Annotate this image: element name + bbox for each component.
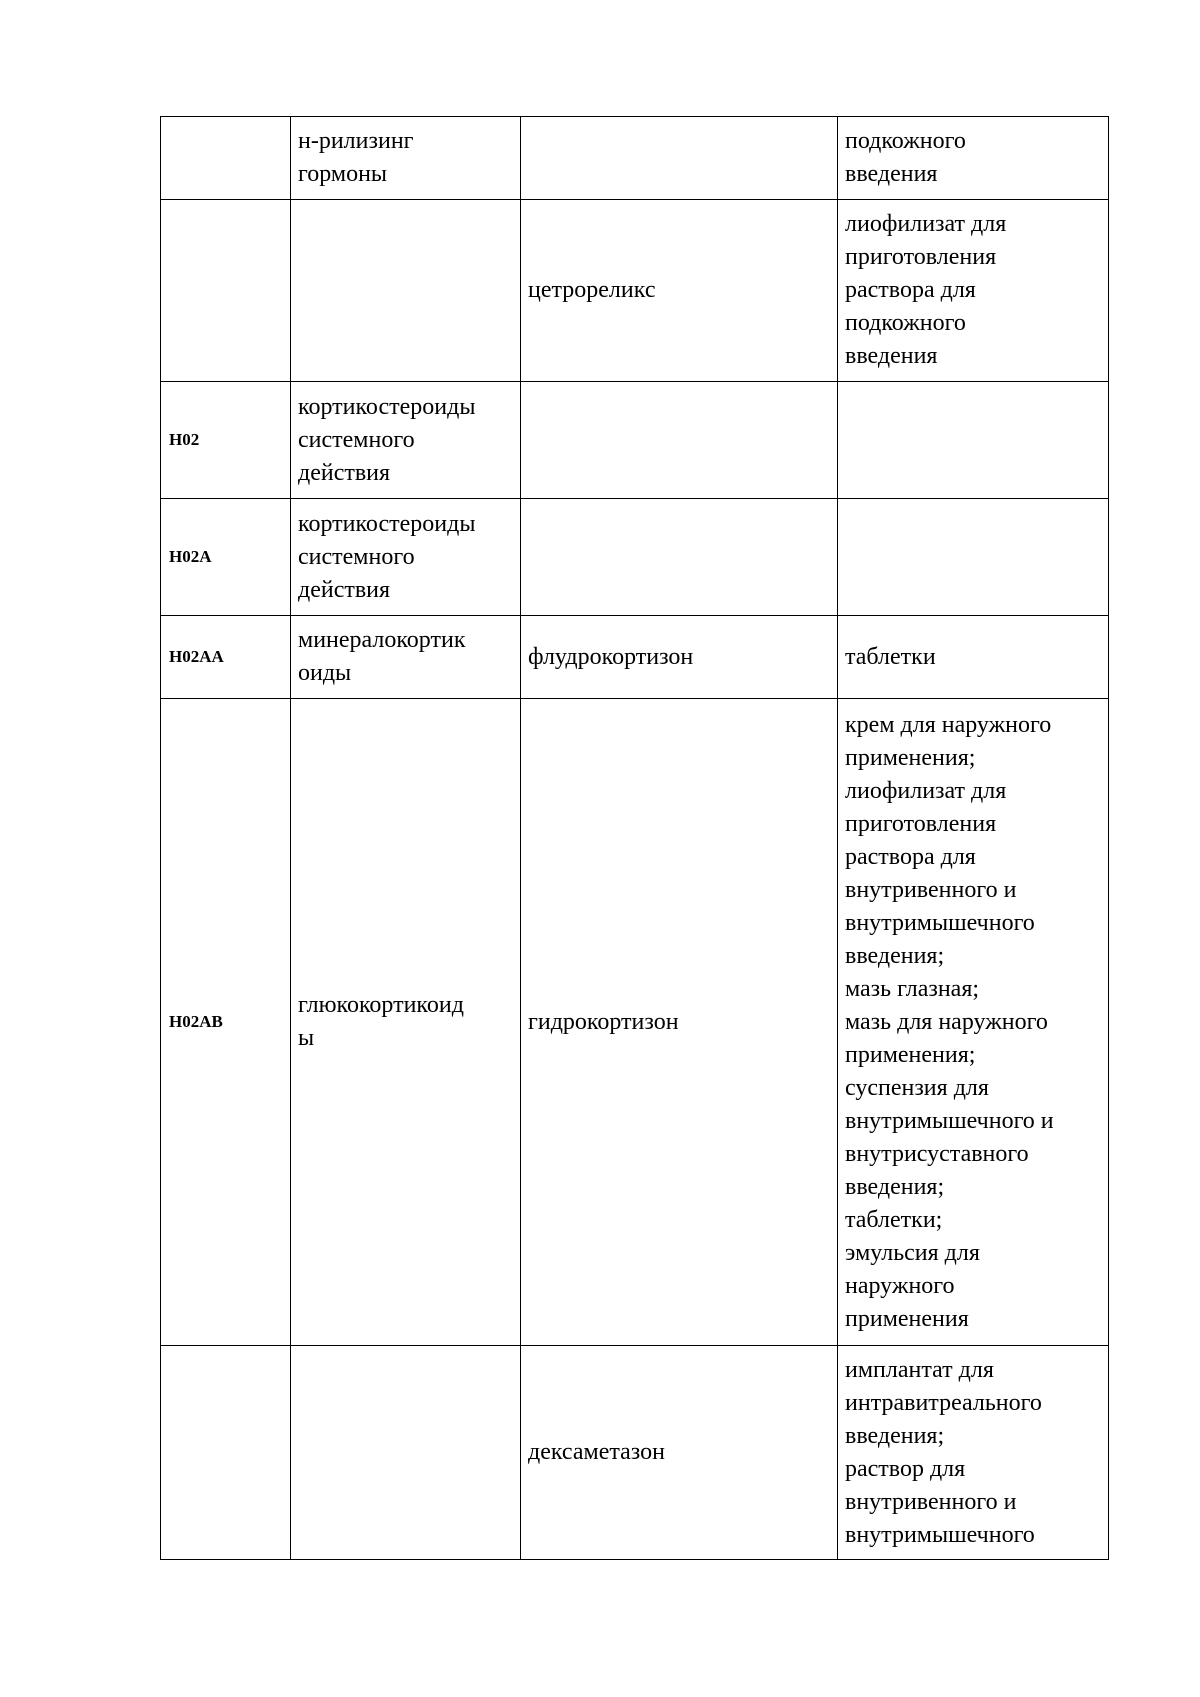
group-cell: минералокортик оиды [291, 616, 521, 699]
table-row [161, 200, 1109, 382]
dosage-form-cell [838, 382, 1109, 499]
drug-cell: гидрокортизон [521, 699, 838, 1346]
drug-cell [521, 499, 838, 616]
atc-code-cell [161, 1346, 291, 1560]
drug-cell [521, 382, 838, 499]
dosage-form-cell: лиофилизат для приготовления раствора для подкожного введения [838, 200, 1109, 382]
table-row [161, 1346, 1109, 1560]
drug-cell: цетрореликс [521, 200, 838, 382]
group-cell: кортикостероиды системного действия [291, 382, 521, 499]
group-cell: н-рилизинг гормоны [291, 117, 521, 200]
atc-code-cell: H02AB [161, 699, 291, 1346]
dosage-form-cell: подкожного введения [838, 117, 1109, 200]
drug-cell [521, 117, 838, 200]
atc-code-cell: H02 [161, 382, 291, 499]
dosage-form-cell: имплантат для интравитреального введения; раствор для внутривенного и внутримышечного [838, 1346, 1109, 1560]
table-row [161, 699, 1109, 1346]
atc-code-cell [161, 200, 291, 382]
dosage-form-cell: крем для наружного применения; лиофилизат для приготовления раствора для внутривенного и внутримышечного введения; мазь глазная; мазь для наружного применения; суспензия для внутримышечного и внутрисуставного введения; таблетки; эмульсия для наружного применения [838, 699, 1109, 1346]
table-row [161, 499, 1109, 616]
group-cell: кортикостероиды системного действия [291, 499, 521, 616]
dosage-form-cell: таблетки [838, 616, 1109, 699]
atc-code-cell: H02A [161, 499, 291, 616]
dosage-form-cell [838, 499, 1109, 616]
atc-code-cell [161, 117, 291, 200]
group-cell [291, 200, 521, 382]
drug-cell: флудрокортизон [521, 616, 838, 699]
table-row [161, 616, 1109, 699]
atc-code-cell: H02AA [161, 616, 291, 699]
group-cell: глюкокортикоид ы [291, 699, 521, 1346]
group-cell [291, 1346, 521, 1560]
table-row [161, 117, 1109, 200]
drug-classification-table [160, 116, 1109, 1560]
drug-cell: дексаметазон [521, 1346, 838, 1560]
table-row [161, 382, 1109, 499]
